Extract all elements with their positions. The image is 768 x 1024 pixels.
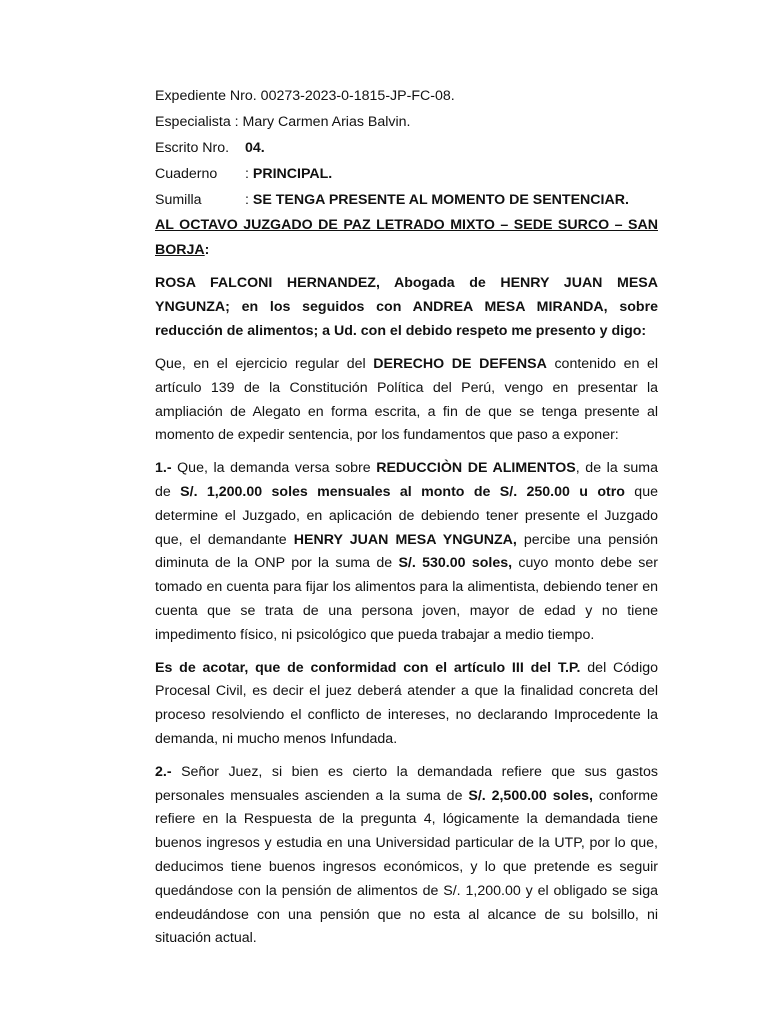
bold-span: REDUCCIÒN DE ALIMENTOS (376, 460, 576, 477)
text-span: cuyo monto debe ser tomado en cuenta para fijar los alimentos para la alimentista, debiendo tener en cuenta que se trata de una persona joven, mayor de edad y no tiene impedimento físico, ni psicológico que pueda trabajar a medio tiempo. (155, 555, 658, 643)
sumilla-label: Sumilla (155, 192, 202, 208)
bold-span: S/. 2,500.00 soles, (468, 787, 593, 804)
expediente-line: Expediente Nro. 00273-2023-0-1815-JP-FC-08. (155, 88, 455, 104)
document-page (155, 83, 658, 960)
addressee (155, 213, 658, 263)
paragraph-point-2 (155, 761, 658, 951)
paragraph-defense (155, 353, 658, 448)
bold-span: S/. 1,200.00 soles mensuales al monto de S/. 250.00 u otro (180, 483, 625, 500)
text-span: conforme refiere en la Respuesta de la pregunta 4, lógicamente la demandada tiene buenos ingresos y estudia en una Universidad particular de la UTP, por lo que, deducimos tiene buenos ingresos económicos, y lo que pretende es seguir quedándose con la pensión de alimentos de S/. 1,200.00 y el obligado se siga endeudándose con una pensión que no esta al alcance de su bolsillo, ni situación actual. (155, 787, 658, 947)
text-span: Señor Juez, si bien es cierto la demandada refiere que sus gastos personales mensuales ascienden a la suma de (155, 763, 658, 804)
paragraph-point-1 (155, 457, 658, 647)
text-span: del Código Procesal Civil, es decir el juez deberá atender a que la finalidad concreta del proceso resolviendo el conflicto de intereses, no declarando Improcedente la demanda, ni mucho menos Infundada. (155, 659, 658, 747)
bold-span: Es de acotar, que de conformidad con el artículo III del T.P. (155, 659, 581, 676)
cuaderno-sep: : (245, 166, 253, 182)
point-number: 2.- (155, 763, 172, 780)
sumilla-value: SE TENGA PRESENTE AL MOMENTO DE SENTENCIAR. (252, 192, 629, 208)
bold-span: DERECHO DE DEFENSA (373, 356, 547, 372)
escrito-line (155, 135, 658, 161)
addressee-colon: : (204, 242, 210, 258)
intro-paragraph: ROSA FALCONI HERNANDEZ, Abogada de HENRY JUAN MESA YNGUNZA; en los seguidos con ANDREA MESA MIRANDA, sobre reducción de alimentos; a Ud. con el debido respeto me presento y digo: (155, 275, 658, 339)
especialista-line: Especialista : Mary Carmen Arias Balvin. (155, 114, 411, 130)
text-span: contenido en el artículo 139 de la Constitución Política del Perú, vengo en presentar la ampliación de Alegato en forma escrita, a fin de que se tenga presente al momento de expedir sentencia, por los fundamentos que paso a exponer: (155, 356, 658, 444)
text-span: Que, la demanda versa sobre (171, 460, 377, 477)
cuaderno-label: Cuaderno (155, 166, 218, 182)
bold-span: S/. 530.00 soles, (398, 555, 513, 572)
cuaderno-line (155, 161, 658, 187)
paragraph-article-iii (155, 657, 658, 752)
sumilla-line (155, 187, 658, 213)
text-span: , de la suma de (155, 460, 658, 500)
text-span: Que, en el ejercicio regular del (155, 356, 374, 372)
text-span: que determine el Juzgado, en aplicación de debiendo tener presente el Juzgado que, el demandante (155, 483, 658, 548)
bold-span: HENRY JUAN MESA YNGUNZA, (293, 531, 517, 548)
sumilla-sep: : (245, 192, 253, 208)
escrito-label: Escrito Nro. (155, 140, 230, 156)
cuaderno-value: PRINCIPAL. (252, 166, 333, 182)
text-span: percibe una pensión diminuta de la ONP por la suma de (155, 531, 658, 572)
point-number: 1.- (155, 460, 172, 477)
addressee-text: AL OCTAVO JUZGADO DE PAZ LETRADO MIXTO – SEDE SURCO – SAN BORJA (155, 217, 658, 258)
escrito-value: 04. (245, 140, 265, 156)
